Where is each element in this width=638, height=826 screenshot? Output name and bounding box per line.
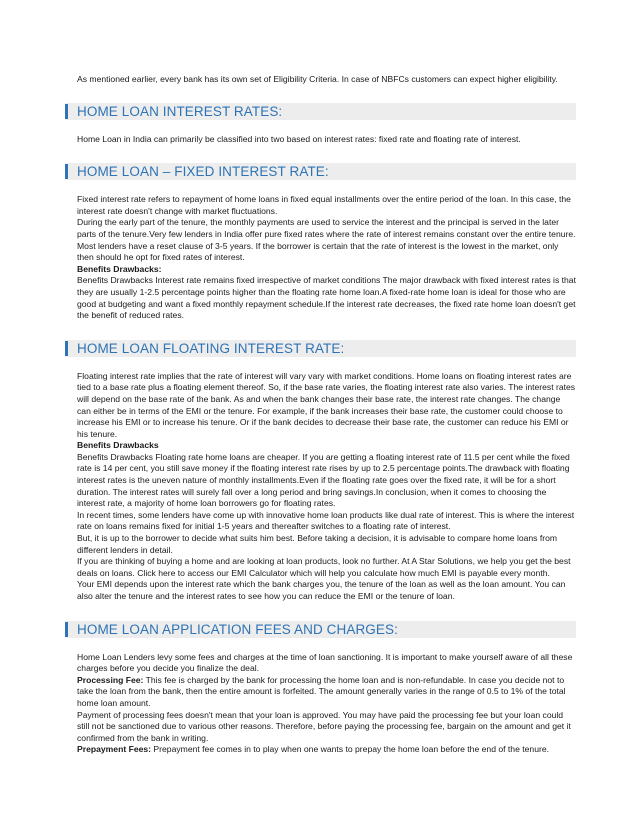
- section-interest-rates: [77, 103, 576, 146]
- paragraph: Your EMI depends upon the interest rate which the bank charges you, the tenure of the loan as well as the loan amount. You can also alter the tenure and the interest rates to see how you can reduce the EMI or the tenure of loan.: [77, 579, 566, 601]
- section-heading: HOME LOAN INTEREST RATES:: [65, 103, 576, 120]
- paragraph-prepayment-fee: Prepayment Fees: Prepayment fee comes in to play when one wants to prepay the home loan before the end of the tenure.: [77, 744, 549, 755]
- paragraph-processing-fee: Processing Fee: This fee is charged by the bank for processing the home loan and is non-refundable. In case you decide not to take the loan from the bank, then the entire amount is forfeited. The amount generally varies in the range of 0.5 to 1% of the total home loan amount.: [77, 674, 566, 708]
- paragraph: During the early part of the tenure, the monthly payments are used to service the interest and the principal is served in the later parts of the tenure.Very few lenders in India offer pure fixed rates where the rate of interest remains constant over the entire tenure. Most lenders have a reset clause of 3-5 years. If the borrower is certain that the rate of interest is the lowest in the market, only then should he opt for fixed rates of interest.: [77, 217, 576, 263]
- paragraph: Payment of processing fees doesn't mean that your loan is approved. You may have paid the processing fee but your loan could still not be sanctioned due to various other reasons. Therefore, before paying the processing fee, bargain on the amount and get it confirmed from the bank in writing.: [77, 709, 571, 743]
- paragraph: Home Loan in India can primarily be classified into two based on interest rates: fixed rate and floating rate of interest.: [77, 133, 521, 144]
- paragraph: Home Loan Lenders levy some fees and charges at the time of loan sanctioning. It is important to make yourself aware of all these charges before you decide you finalize the deal.: [77, 651, 573, 674]
- section-application-fees: [77, 621, 576, 756]
- intro-paragraph: As mentioned earlier, every bank has its own set of Eligibility Criteria. In case of NBFCs customers can expect higher eligibility.: [77, 74, 558, 84]
- section-floating-rate: [77, 340, 576, 603]
- section-heading: HOME LOAN – FIXED INTEREST RATE:: [65, 163, 576, 180]
- paragraph: Floating interest rate implies that the rate of interest will vary vary with market conditions. Home loans on floating interest rates are tied to a base rate plus a floating element thereof. So, if the base rate varies, the floating interest rate also varies. The interest rates will depend on the base rate of the bank. As and when the bank changes their base rate, the interest rate changes. The change can either be in terms of the EMI or the tenure. For example, if the bank increases their base rate, the customer could choose to increase his EMI or to increase his tenure. Or if the bank decides to decrease their base rate, the customer can reduce his EMI or his tenure.: [77, 370, 576, 439]
- section-fixed-rate: [77, 163, 576, 322]
- paragraph: If you are thinking of buying a home and are looking at loan products, look no further. At A Star Solutions, we help you get the best deals on loans. Click here to access our EMI Calculator which will help you calculate how much EMI is payable every month.: [77, 556, 571, 578]
- subheading: Benefits Drawbacks: [77, 440, 159, 451]
- paragraph: Fixed interest rate refers to repayment of home loans in fixed equal installments over the entire period of the loan. In this case, the interest rate doesn't change with market fluctuations.: [77, 194, 571, 216]
- section-heading: HOME LOAN APPLICATION FEES AND CHARGES:: [65, 621, 576, 638]
- paragraph: In recent times, some lenders have come up with innovative home loan products like dual rate of interest. This is where the interest rate on loans remains fixed for initial 1-5 years and thereafter switches to a floating rate of interest.: [77, 509, 575, 532]
- paragraph: Benefits Drawbacks Floating rate home loans are cheaper. If you are getting a floating interest rate of 11.5 per cent while the fixed rate is 14 per cent, you still save money if the floating interest rate rises by up to 2.5 percentage points.The drawback with floating interest rates is the uneven nature of monthly installments.Even if the floating rate goes over the fixed rate, it will be for a short duration. The interest rates will surely fall over a long period and bring savings.In conclusion, when it comes to choosing the interest rate, a majority of home loan borrowers go for floating rates.: [77, 451, 570, 509]
- subheading: Benefits Drawbacks:: [77, 263, 162, 274]
- paragraph: But, it is up to the borrower to decide what suits him best. Before taking a decision, it is advisable to compare home loans from different lenders in detail.: [77, 533, 558, 555]
- paragraph: Benefits Drawbacks Interest rate remains fixed irrespective of market conditions The major drawback with fixed interest rates is that they are usually 1-2.5 percentage points higher than the floating rate home loan.A fixed-rate home loan is ideal for those who are good at budgeting and want a fixed monthly repayment schedule.If the interest rate decreases, the fixed rate home loan doesn't get the benefit of reduced rates.: [77, 275, 576, 321]
- section-heading: HOME LOAN FLOATING INTEREST RATE:: [65, 340, 576, 357]
